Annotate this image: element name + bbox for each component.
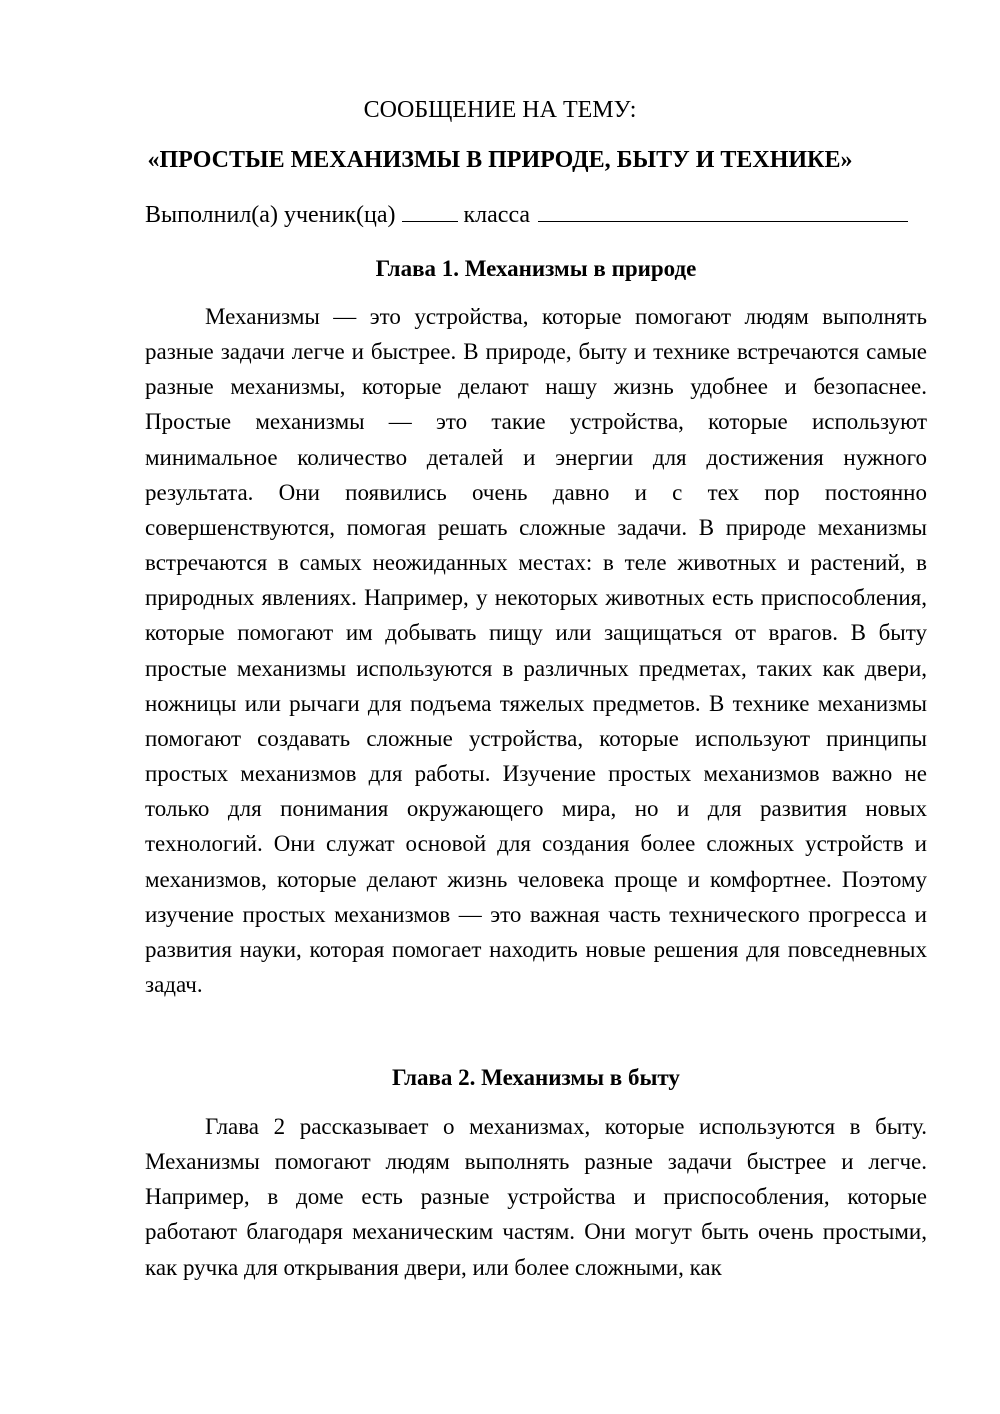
document-title-topic-label: СООБЩЕНИЕ НА ТЕМУ: bbox=[363, 97, 637, 123]
chapter-2-paragraph: Глава 2 рассказывает о механизмах, которые используются в быту. Механизмы помогают людям выполнять разные задачи быстрее и легче. Например, в доме есть разные устройства и приспособления, которые работают благодаря механическим частям. Они могут быть очень простыми, как ручка для открывания двери, или более сложными, как bbox=[145, 1114, 927, 1280]
class-blank-line bbox=[538, 199, 908, 222]
author-line bbox=[145, 199, 935, 229]
author-prefix-label: Выполнил(а) ученик(ца) bbox=[145, 202, 396, 228]
document-title: «ПРОСТЫЕ МЕХАНИЗМЫ В ПРИРОДЕ, БЫТУ И ТЕХНИКЕ» bbox=[147, 147, 853, 173]
grade-blank-line bbox=[402, 199, 458, 222]
chapter-2-heading: Глава 2. Механизмы в быту bbox=[392, 1065, 680, 1090]
class-label: класса bbox=[463, 202, 531, 228]
chapter-1-paragraph: Механизмы — это устройства, которые помогают людям выполнять разные задачи легче и быстрее. В природе, быту и технике встречаются самые разные механизмы, которые делают нашу жизнь удобнее и безопаснее. Простые механизмы — это такие устройства, которые используют минимальное количество деталей и энергии для достижения нужного результата. Они появились очень давно и с тех пор постоянно совершенствуются, помогая решать сложные задачи. В природе механизмы встречаются в самых неожиданных местах: в теле животных и растений, в природных явлениях. Например, у некоторых животных есть приспособления, которые помогают им добывать пищу или защищаться от врагов. В быту простые механизмы используются в различных предметах, таких как двери, ножницы или рычаги для подъема тяжелых предметов. В технике механизмы помогают создавать сложные устройства, которые используют принципы простых механизмов для работы. Изучение простых механизмов важно не только для понимания окружающего мира, но и для развития новых технологий. Они служат основой для создания более сложных устройств и механизмов, которые делают жизнь человека проще и комфортнее. Поэтому изучение простых механизмов — это важная часть технического прогресса и развития науки, которая помогает находить новые решения для повседневных задач. bbox=[145, 304, 927, 997]
chapter-1-heading: Глава 1. Механизмы в природе bbox=[375, 256, 697, 281]
